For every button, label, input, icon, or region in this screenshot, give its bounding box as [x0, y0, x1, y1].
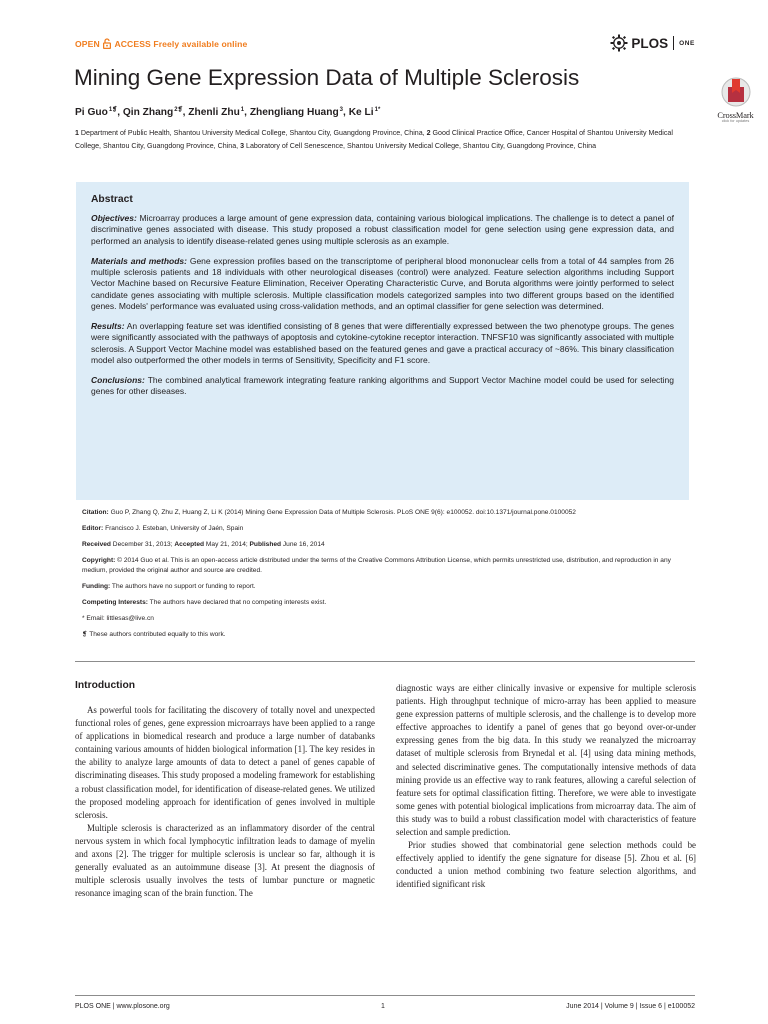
open-access-text: ACCESS Freely available online [114, 39, 248, 49]
author-superscript: 2❡ [174, 107, 183, 113]
affiliation-number: 2 [426, 129, 431, 137]
right-column [396, 682, 696, 892]
abstract-label: Materials and methods: [91, 255, 187, 266]
abstract-paragraph [91, 375, 674, 398]
abstract-text: Microarray produces a large amount of gene expression data, containing various biological implications. The challenge is to detect a panel of discriminative genes associated with disease. This study proposed a robust classification model for gene selection using gene expression data, and performed an analysis to identify disease-related genes using multiple sclerosis as an example. [91, 213, 674, 246]
metadata-label: Funding: [82, 582, 111, 590]
abstract-label: Results: [91, 321, 125, 331]
metadata-label: Editor: [82, 525, 104, 532]
affiliations [75, 127, 695, 152]
metadata-text: * Email: littlesas@live.cn [82, 614, 154, 622]
metadata-text: December 31, 2013; [110, 541, 175, 548]
left-paragraphs [75, 704, 375, 900]
section-divider [75, 661, 695, 662]
author-separator: , [343, 107, 349, 118]
metadata-line [82, 524, 690, 534]
metadata-line [82, 540, 690, 550]
metadata-text: June 16, 2014 [281, 541, 325, 548]
page-number: 1 [381, 1003, 385, 1010]
author-name: Pi Guo [75, 107, 108, 118]
abstract-paragraph [91, 256, 674, 312]
metadata-text: The authors have declared that no competing interests exist. [147, 598, 327, 606]
plos-one-logo [610, 31, 695, 55]
metadata-line [82, 614, 690, 624]
logo-divider [673, 36, 674, 50]
abstract-paragraph [91, 213, 674, 247]
affiliation-number: 1 [75, 129, 79, 137]
article-title: Mining Gene Expression Data of Multiple Sclerosis [74, 65, 580, 90]
introduction-heading: Introduction [75, 680, 136, 691]
metadata-text: © 2014 Guo et al. This is an open-access article distributed under the terms of the Creative Commons Attribution License, which permits unrestricted use, distribution, and reproduction in any medium, provided the original author and source are credited. [82, 557, 671, 574]
metadata-line [82, 508, 690, 518]
body-paragraph: As powerful tools for facilitating the discovery of totally novel and unexpected functional roles of genes, gene expression microarrays have been applied to a range of applications in biomedical research and produce a large number of databanks containing various amounts of hidden biological information [1]. The key resides in the ability to analyze large amounts of data to detect a panel of genes capable of discriminating diseases. This study proposed a modeling framework for establishing a robust classification model, for identification of disease-related genes. We utilized the proposed modeling approach for identification of genes involved in multiple sclerosis. [75, 705, 375, 820]
author-separator: , [244, 107, 250, 118]
metadata-line [82, 556, 690, 575]
metadata-label: Copyright: [82, 557, 116, 564]
open-lock-icon [103, 38, 111, 49]
abstract-text: An overlapping feature set was identified consisting of 8 genes that were differentially expressed between the two phenotype groups. The genes were significantly associated with the pathways of apoptosis and cytokine-cytokine receptor interaction. TNFSF10 was significantly associated with multiple sclerosis. A Support Vector Machine model was established based on the featured genes and gave a practical accuracy of ~86%. This binary classification model also outperformed the other models in terms of Sensitivity, Specificity and F1 score. [91, 321, 674, 365]
metadata-text: ❡ These authors contributed equally to this work. [82, 630, 226, 638]
metadata-label: Competing Interests: [82, 598, 148, 606]
metadata-text: Guo P, Zhang Q, Zhu Z, Huang Z, Li K (2014) Mining Gene Expression Data of Multiple Sclerosis. PLoS ONE 9(6): e100052. doi:10.1371/journal.pone.0100052 [108, 509, 576, 516]
author-name: Zhengliang Huang [249, 107, 339, 118]
body-paragraph: Multiple sclerosis is characterized as an inflammatory disorder of the central nervous system in which focal lymphocytic infiltration leads to damage of myelin and axons [2]. The trigger for multiple sclerosis is unclear so far, although it is generally evaluated as an autoimmune disease [3]. At present the diagnosis of multiple sclerosis usually involves the tests of lumbar puncture or magnetic resonance imaging scan of the brain function. The [75, 822, 375, 899]
abstract-label: Conclusions: [91, 375, 145, 385]
plos-wordmark: PLOS [631, 35, 669, 51]
body-paragraph: Prior studies showed that combinatorial gene selection methods could be effectively applied to identify the gene signature for disease [5]. Zhou et al. [6] conducted a union method combining two feature selection algorithms, and identified significant risk [396, 840, 696, 890]
abstract-box [76, 182, 689, 500]
affiliation-text: Good Clinical Practice Office, Cancer Hospital of Shantou University Medical College, Shantou City, Guangdong Province, China, [75, 129, 673, 150]
one-wordmark: ONE [679, 39, 695, 47]
article-metadata [82, 508, 690, 646]
abstract-paragraph [91, 321, 674, 366]
footer-journal: PLOS ONE | www.plosone.org [75, 1003, 170, 1010]
author-name: Ke Li [348, 107, 374, 118]
abstract-text: Gene expression profiles based on the transcriptome of peripheral blood mononuclear cells from a total of 44 samples from 26 multiple sclerosis patients and 18 individuals with other neurological diseases (control) were analyzed. Feature selection algorithms including Support Vector Machine based on Recursive Feature Elimination, Receiver Operating Characteristic Curve, and Boruta algorithms were jointly performed to select candidate genes associating with multiple sclerosis. Multiple classification models categorized samples into two different groups based on the identified genes. Models' performance was evaluated using cross-validation methods, and an optimal classifier for gene selection was determined. [91, 255, 674, 311]
metadata-line [82, 582, 690, 592]
crossmark-badge[interactable] [708, 76, 763, 126]
open-access-label [75, 38, 247, 49]
author-separator: , [117, 107, 123, 118]
page-footer [75, 1003, 695, 1015]
crossmark-wordmark: CrossMark [717, 111, 754, 120]
author-list [75, 106, 380, 118]
author-superscript: 3 [339, 107, 344, 113]
abstract-heading: Abstract [91, 194, 133, 205]
affiliation-number: 3 [240, 141, 245, 150]
affiliation-text: Laboratory of Cell Senescence, Shantou University Medical College, Shantou City, Guangdong Province, China [244, 141, 597, 150]
left-column [75, 680, 375, 900]
abstract-sections [91, 213, 674, 398]
crossmark-subtext: click for updates [721, 119, 750, 123]
abstract-label: Objectives: [91, 213, 137, 223]
body-paragraph: diagnostic ways are either clinically invasive or expensive for multiple sclerosis patients. High throughput technique of micro-array has been applied to measure gene expression patterns of multiple sclerosis, and the challenge is to develop more effective approaches to identify a panel of genes that go beyond over-or-under expressing genes from the big data. In this study we reanalyzed the microarray dataset of multiple sclerosis from Brynedal et al. [4] using data mining methods, and selected discriminative genes. The computationally intensive methods of data mining provide us an effective way to rank features, allowing a careful selection of feature sets for optimal classification fitting. Therefore, we were able to investigate some genes with potential biological implications from microarray data. The aim of this study was to build a robust classification model with characteristics of feature selection and sample prediction. [396, 683, 696, 838]
metadata-label: Accepted [174, 541, 205, 548]
crossmark-icon [721, 76, 751, 108]
open-access-word: OPEN [75, 39, 100, 49]
metadata-line [82, 630, 690, 640]
author-superscript: 1* [374, 107, 381, 113]
abstract-text: The combined analytical framework integrating feature ranking algorithms and Support Vector Machine model could be used for selecting genes for other diseases. [91, 375, 674, 397]
footer-issue: June 2014 | Volume 9 | Issue 6 | e100052 [566, 1003, 695, 1010]
author-name: Qin Zhang [122, 107, 174, 118]
metadata-label: Citation: [82, 509, 109, 516]
author-superscript: 1❡ [108, 107, 118, 113]
metadata-text: The authors have no support or funding to report. [110, 582, 256, 590]
metadata-line [82, 598, 690, 608]
metadata-label: Published [249, 541, 282, 548]
metadata-text: Francisco J. Esteban, University of Jaén, Spain [103, 525, 244, 532]
author-separator: , [182, 107, 189, 118]
right-paragraphs [396, 682, 696, 892]
plos-gear-icon [610, 34, 628, 52]
author-name: Zhenli Zhu [188, 107, 240, 118]
metadata-text: May 21, 2014; [204, 541, 250, 548]
journal-header [75, 37, 695, 53]
metadata-label: Received [82, 541, 111, 548]
footer-divider [75, 995, 695, 996]
affiliation-text: Department of Public Health, Shantou University Medical College, Shantou City, Guangdong Province, China, [78, 129, 427, 137]
author-superscript: 1 [240, 107, 245, 113]
